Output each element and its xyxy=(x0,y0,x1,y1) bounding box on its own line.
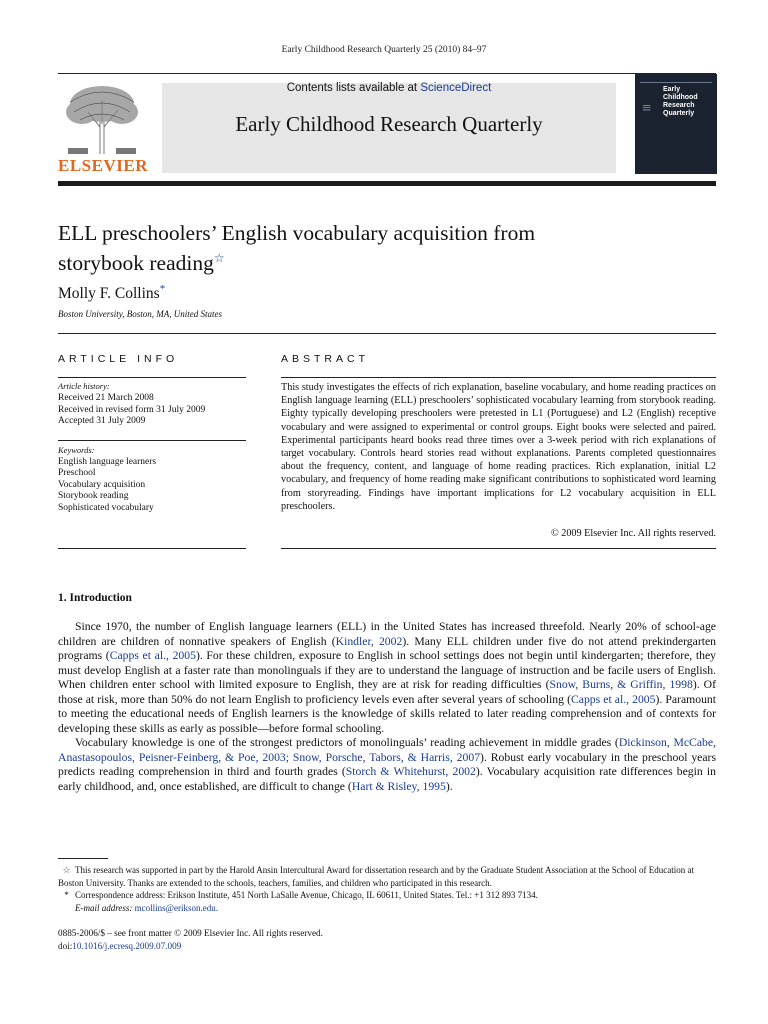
citation-link[interactable]: Storch & Whitehurst, 2002 xyxy=(345,765,476,778)
abstract-heading: ABSTRACT xyxy=(281,353,370,365)
citation-link[interactable]: Capps et al., 2005 xyxy=(109,649,196,662)
journal-citation: Early Childhood Research Quarterly 25 (2010) 84–97 xyxy=(281,45,487,55)
cover-title: Early Childhood Research Quarterly xyxy=(663,86,698,117)
abstract-rule xyxy=(281,377,716,378)
doi-line: doi:10.1016/j.ecresq.2009.07.009 xyxy=(58,940,182,951)
keyword-item: Vocabulary acquisition xyxy=(58,479,146,490)
top-rule xyxy=(58,73,716,74)
citation-link[interactable]: Kindler, 2002 xyxy=(335,634,403,648)
citation-link[interactable]: Dickinson, McCabe, Anastasopoulos, Peisner-Feinberg, & Poe, 2003; Snow, Porsche, Tabors, & Harris, 2007 xyxy=(58,736,716,764)
abstract-text: This study investigates the effects of rich explanation, baseline vocabulary, and home reading practices on English language learning (ELL) preschoolers’ sophisticated vocabulary learning from storybook reading. Eighty typically developing preschoolers were pretested in L1 (Portuguese) and L2 (English) receptive vocabulary and were assigned to experimental or control groups. Eight books were selected and paired. Experimental participants heard books read three times over a 3-week period with rich explanations of target vocabulary. Controls heard stories read without explanations. Parents completed questionnaires about the frequency, content, and language of home reading practices. Rich explanation, initial L2 vocabulary, and frequency of home reading make significant contributions to sophisticated word learning from storyreading. Findings have important implications for L2 vocabulary acquisition in ELL preschoolers. xyxy=(281,382,716,512)
abstract-bottom-rule xyxy=(281,548,716,549)
body-text-run: Vocabulary knowledge is one of the strongest predictors of monolinguals’ reading achievement in middle grades ( xyxy=(75,736,619,749)
journal-cover-thumbnail[interactable] xyxy=(635,74,717,174)
author-affiliation: Boston University, Boston, MA, United States xyxy=(58,309,222,319)
issn-line: 0885-2006/$ – see front matter © 2009 Elsevier Inc. All rights reserved. xyxy=(58,928,323,938)
front-matter xyxy=(58,927,323,952)
abstract-copyright: © 2009 Elsevier Inc. All rights reserved. xyxy=(550,528,716,539)
header-rule xyxy=(58,333,716,334)
email-link[interactable]: mcollins@erikson.edu. xyxy=(134,902,218,913)
body-text-run: ). Of those at risk, more than 50% do not learn English to proficiency levels even after several years of schooling ( xyxy=(58,678,716,706)
contents-prefix: Contents lists available at xyxy=(286,82,421,94)
body-text-run: ). xyxy=(445,779,453,793)
cover-ecrq-logo-icon: ≡ xyxy=(641,100,652,117)
body-text-run: ). Paramount to meeting the educational needs of English learners is the knowledge of skills related to later reading comprehension and of contexts for developing these skills as early as possible—before formal schooling. xyxy=(58,692,717,735)
body-text-run: ). Vocabulary acquisition rate differences begin in early childhood, and, once established, are difficult to change ( xyxy=(58,765,716,793)
contents-line xyxy=(162,82,616,94)
elsevier-tree-icon xyxy=(60,82,144,156)
keywords-label: Keywords: xyxy=(58,445,95,455)
citation-link[interactable]: Snow, Burns, & Griffin, 1998 xyxy=(549,678,693,691)
keyword-item: Sophisticated vocabulary xyxy=(58,502,154,513)
history-rule xyxy=(58,440,246,441)
title-footnote-star[interactable]: ☆ xyxy=(213,251,225,265)
keyword-item: English language learners xyxy=(58,456,157,467)
history-revised: Received in revised form 31 July 2009 xyxy=(58,404,206,415)
article-info-rule xyxy=(58,377,246,378)
journal-title[interactable]: Early Childhood Research Quarterly xyxy=(235,112,543,136)
history-label: Article history: xyxy=(58,381,110,391)
masthead-thick-rule xyxy=(58,181,716,186)
body-text-run: Since 1970, the number of English language learners (ELL) in the United States has increased threefold. Nearly 20% of school-age children are children of nonnative speakers of English ( xyxy=(58,620,716,648)
citation-link[interactable]: Hart & Risley, 1995 xyxy=(351,779,446,793)
keywords-block xyxy=(58,445,248,515)
article-history xyxy=(58,381,248,428)
introduction-body xyxy=(58,620,716,794)
footnote-correspondence: * Correspondence address: Erikson Institute, 451 North LaSalle Avenue, Chicago, IL 60611, United States. Tel.: +1 312 893 7134. xyxy=(64,890,538,900)
footnotes xyxy=(58,864,716,914)
elsevier-wordmark: ELSEVIER xyxy=(58,156,148,175)
section-heading-introduction: 1. Introduction xyxy=(58,592,132,604)
paragraph xyxy=(58,736,716,794)
keyword-item: Preschool xyxy=(58,468,96,479)
doi-link[interactable]: 10.1016/j.ecresq.2009.07.009 xyxy=(72,940,182,951)
sciencedirect-link[interactable]: ScienceDirect xyxy=(420,82,492,94)
author-footnote-mark[interactable]: * xyxy=(159,283,166,295)
article-info-heading: ARTICLE INFO xyxy=(58,353,179,365)
article-info-bottom-rule xyxy=(58,548,246,549)
paragraph xyxy=(58,620,716,736)
footnote-email: E-mail address: mcollins@erikson.edu. xyxy=(75,902,218,913)
body-text-run: ). Robust early vocabulary in the preschool years predicts reading comprehension in third and fourth grades ( xyxy=(58,750,716,778)
footnote-funding: ☆ This research was supported in part by the Harold Ansin Intercultural Award for dissertation research and by the Graduate Student Association at the School of Education at Boston University. Thanks are extended to the schools, teachers, families, and children who participated in this research. xyxy=(58,865,695,888)
cover-header-strip xyxy=(640,78,712,83)
article-title: ELL preschoolers’ English vocabulary acquisition from storybook reading☆ xyxy=(58,221,536,276)
citation-link[interactable]: Capps et al., 2005 xyxy=(570,692,656,706)
keyword-item: Storybook reading xyxy=(58,491,129,502)
history-accepted: Accepted 31 July 2009 xyxy=(58,416,146,427)
body-text-run: ). Many ELL children under five do not attend prekindergarten programs ( xyxy=(58,634,716,662)
body-text-run: ). For these children, exposure to English in school settings does not begin until kindergarten; therefore, they must develop English at a faster rate than monolinguals if they are to understand the language of instruction and be facile users of English. When children enter school with limited exposure to English, they are at risk for reading difficulties ( xyxy=(58,649,716,691)
footnote-rule xyxy=(58,858,108,859)
history-received: Received 21 March 2008 xyxy=(58,392,154,403)
author-name: Molly F. Collins* xyxy=(58,283,166,303)
elsevier-logo[interactable] xyxy=(58,82,146,176)
